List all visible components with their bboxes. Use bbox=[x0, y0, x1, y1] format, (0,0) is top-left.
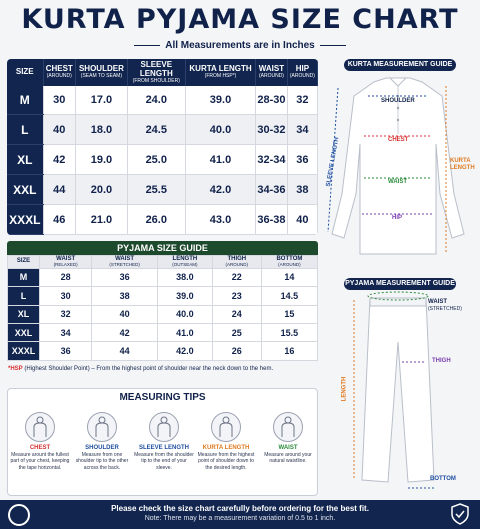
table-cell: 16 bbox=[261, 342, 317, 361]
table-cell: 36 bbox=[92, 268, 158, 286]
table-cell: 46 bbox=[43, 205, 76, 235]
length-label: LENGTH bbox=[341, 376, 348, 402]
hsp-marker: *HSP bbox=[8, 366, 23, 372]
pyjama-table-title: PYJAMA SIZE GUIDE bbox=[7, 241, 318, 255]
size-cell: XXXL bbox=[7, 205, 43, 235]
tip-figure-icon bbox=[211, 412, 241, 442]
kurta-size-table bbox=[7, 59, 318, 235]
col-header: KURTA LENGTH (FROM HSP*) bbox=[185, 59, 255, 86]
table-cell: 36 bbox=[287, 145, 317, 175]
tip-label: SHOULDER bbox=[85, 445, 119, 451]
tip-item bbox=[258, 412, 318, 465]
shield-check-icon bbox=[450, 503, 470, 525]
tip-description: Measure arount the fullest part of your chest, keeping the tape horizontal. bbox=[10, 452, 70, 471]
pyjama-waist-label: WAIST (STRETCHED) bbox=[428, 299, 462, 312]
table-cell: 44 bbox=[92, 342, 158, 361]
col-header: LENGTH (OUTSEAM) bbox=[157, 256, 212, 269]
table-cell: 39.0 bbox=[157, 287, 212, 305]
table-cell: 30-32 bbox=[256, 115, 287, 145]
footer-line-2: Note: There may be a measurement variation of 0.5 to 1 inch. bbox=[144, 515, 336, 522]
table-cell: 26 bbox=[212, 342, 261, 361]
col-header: SIZE bbox=[7, 59, 43, 86]
size-cell: M bbox=[8, 268, 40, 286]
table-cell: 30 bbox=[40, 287, 92, 305]
kurta-header-row bbox=[7, 59, 318, 86]
footer-banner bbox=[0, 500, 480, 529]
col-header: CHEST (AROUND) bbox=[43, 59, 76, 86]
waist-label: WAIST bbox=[388, 179, 407, 185]
size-cell: L bbox=[7, 115, 43, 145]
table-cell: 17.0 bbox=[76, 86, 128, 115]
footer-line-1: Please check the size chart carefully before ordering for the best fit. bbox=[111, 504, 369, 513]
table-cell: 42 bbox=[43, 145, 76, 175]
table-cell: 36-38 bbox=[256, 205, 287, 235]
hsp-note bbox=[8, 366, 273, 372]
size-cell: XXL bbox=[8, 323, 40, 341]
table-cell: 28 bbox=[40, 268, 92, 286]
hsp-text: (Highest Shoulder Point) – From the highest point of shoulder near the neck down to the hem. bbox=[22, 366, 274, 372]
table-cell: 38 bbox=[92, 287, 158, 305]
kurta-guide-title: KURTA MEASUREMENT GUIDE bbox=[344, 59, 456, 71]
subtitle-text: All Measurements are in Inches bbox=[165, 40, 315, 51]
table-cell: 14 bbox=[261, 268, 317, 286]
size-cell: XL bbox=[7, 145, 43, 175]
kurta-row bbox=[7, 175, 318, 205]
size-cell: XXL bbox=[7, 175, 43, 205]
table-cell: 32 bbox=[40, 305, 92, 323]
table-cell: 41.0 bbox=[157, 323, 212, 341]
sleeve-length-label: SLEEVE LENGTH bbox=[325, 136, 341, 188]
table-cell: 42.0 bbox=[185, 175, 255, 205]
size-cell: L bbox=[8, 287, 40, 305]
table-cell: 40 bbox=[92, 305, 158, 323]
col-header: THIGH (AROUND) bbox=[212, 256, 261, 269]
kurta-row bbox=[7, 145, 318, 175]
table-cell: 40 bbox=[43, 115, 76, 145]
table-cell: 34 bbox=[287, 115, 317, 145]
col-header: BOTTOM (AROUND) bbox=[261, 256, 317, 269]
tip-item bbox=[134, 412, 194, 471]
size-cell: M bbox=[7, 86, 43, 115]
bottom-label: BOTTOM bbox=[430, 476, 456, 482]
col-header: WAIST (RELAXED) bbox=[40, 256, 92, 269]
pyjama-row bbox=[8, 323, 318, 341]
size-cell: XL bbox=[8, 305, 40, 323]
pyjama-guide bbox=[324, 290, 472, 495]
table-cell: 24.5 bbox=[127, 115, 185, 145]
shoulder-label: SHOULDER bbox=[381, 98, 415, 104]
tip-figure-icon bbox=[273, 412, 303, 442]
col-header: WAIST (STRETCHED) bbox=[92, 256, 158, 269]
table-cell: 25.0 bbox=[127, 145, 185, 175]
table-cell: 42 bbox=[92, 323, 158, 341]
table-cell: 15 bbox=[261, 305, 317, 323]
tip-description: Measure around your natural waistline. bbox=[264, 452, 312, 465]
table-cell: 24 bbox=[212, 305, 261, 323]
page-title: KURTA PYJAMA SIZE CHART bbox=[21, 4, 459, 35]
table-cell: 44 bbox=[43, 175, 76, 205]
tip-figure-icon bbox=[149, 412, 179, 442]
tip-figure-icon bbox=[87, 412, 117, 442]
table-cell: 40 bbox=[287, 205, 317, 235]
table-cell: 14.5 bbox=[261, 287, 317, 305]
table-cell: 38.0 bbox=[157, 268, 212, 286]
table-cell: 15.5 bbox=[261, 323, 317, 341]
kurta-length-label: KURTA LENGTH bbox=[450, 158, 475, 172]
tip-description: Measure from the shoulder tip to the end of your sleeve. bbox=[134, 452, 194, 471]
tips-title: MEASURING TIPS bbox=[119, 392, 206, 403]
tip-item bbox=[72, 412, 132, 471]
table-cell: 36 bbox=[40, 342, 92, 361]
table-cell: 43.0 bbox=[185, 205, 255, 235]
page-subtitle bbox=[0, 40, 480, 51]
table-cell: 30 bbox=[43, 86, 76, 115]
pyjama-size-table bbox=[7, 255, 318, 361]
pyjama-row bbox=[8, 305, 318, 323]
table-cell: 21.0 bbox=[76, 205, 128, 235]
table-cell: 32 bbox=[287, 86, 317, 115]
pyjama-row bbox=[8, 268, 318, 286]
tip-label: SLEEVE LENGTH bbox=[138, 445, 189, 451]
tip-label: KURTA LENGTH bbox=[202, 445, 250, 451]
table-cell: 38 bbox=[287, 175, 317, 205]
pyjama-guide-title: PYJAMA MEASUREMENT GUIDE bbox=[344, 278, 456, 290]
col-header: SHOULDER (SEAM TO SEAM) bbox=[76, 59, 128, 86]
tip-item bbox=[196, 412, 256, 471]
table-cell: 42.0 bbox=[157, 342, 212, 361]
measuring-tips-panel bbox=[7, 388, 318, 496]
table-cell: 34-36 bbox=[256, 175, 287, 205]
col-header: HIP (AROUND) bbox=[287, 59, 317, 86]
kurta-row bbox=[7, 86, 318, 115]
table-cell: 25 bbox=[212, 323, 261, 341]
table-cell: 40.0 bbox=[157, 305, 212, 323]
divider bbox=[134, 45, 160, 46]
table-cell: 41.0 bbox=[185, 145, 255, 175]
kurta-row bbox=[7, 115, 318, 145]
col-header: SIZE bbox=[8, 256, 40, 269]
tip-description: Measure from one shoulder tip to the other across the back. bbox=[75, 452, 129, 471]
table-cell: 24.0 bbox=[127, 86, 185, 115]
col-header: WAIST (AROUND) bbox=[256, 59, 287, 86]
table-cell: 32-34 bbox=[256, 145, 287, 175]
tip-figure-icon bbox=[25, 412, 55, 442]
pyjama-header-row bbox=[8, 256, 318, 269]
table-cell: 28-30 bbox=[256, 86, 287, 115]
tip-label: WAIST bbox=[278, 445, 298, 451]
table-cell: 19.0 bbox=[76, 145, 128, 175]
tip-label: CHEST bbox=[29, 445, 51, 451]
table-cell: 40.0 bbox=[185, 115, 255, 145]
table-cell: 39.0 bbox=[185, 86, 255, 115]
divider bbox=[320, 45, 346, 46]
kurta-guide bbox=[324, 74, 475, 264]
hip-label: HIP bbox=[392, 215, 403, 221]
table-cell: 22 bbox=[212, 268, 261, 286]
measuring-tape-icon bbox=[8, 504, 30, 526]
chest-label: CHEST bbox=[388, 137, 409, 143]
col-header: SLEEVE LENGTH (FROM SHOULDER) bbox=[127, 59, 185, 86]
table-cell: 18.0 bbox=[76, 115, 128, 145]
table-cell: 25.5 bbox=[127, 175, 185, 205]
kurta-row bbox=[7, 205, 318, 235]
pyjama-row bbox=[8, 287, 318, 305]
pyjama-row bbox=[8, 342, 318, 361]
table-cell: 20.0 bbox=[76, 175, 128, 205]
size-cell: XXXL bbox=[8, 342, 40, 361]
table-cell: 34 bbox=[40, 323, 92, 341]
table-cell: 26.0 bbox=[127, 205, 185, 235]
table-cell: 23 bbox=[212, 287, 261, 305]
thigh-label: THIGH bbox=[432, 358, 451, 364]
tip-item bbox=[10, 412, 70, 471]
tip-description: Measure from the highest point of shoulder down to the desired length. bbox=[197, 452, 255, 471]
